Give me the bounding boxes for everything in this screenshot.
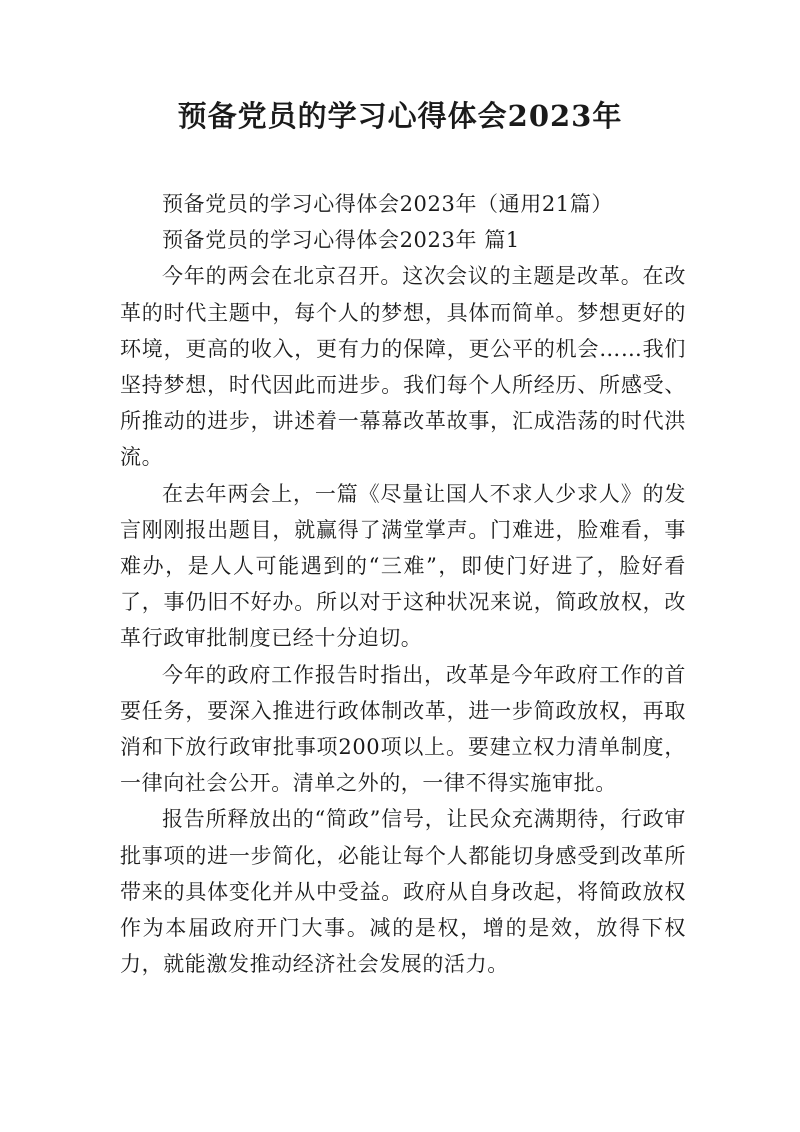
section-heading: 预备党员的学习心得体会2023年 篇1 xyxy=(162,228,520,253)
document-body xyxy=(120,186,686,982)
paragraph: 报告所释放出的“简政”信号，让民众充满期待，行政审批事项的进一步简化，必能让每个人都能切身感受到改革所带来的具体变化并从中受益。政府从自身改起，将简政放权作为本届政府开门大事。减的是权，增的是效，放得下权力，就能激发推动经济社会发展的活力。 xyxy=(120,807,686,977)
paragraph: 在去年两会上，一篇《尽量让国人不求人少求人》的发言刚刚报出题目，就赢得了满堂掌声。门难进，脸难看，事难办，是人人可能遇到的“三难”，即使门好进了，脸好看了，事仍旧不好办。所以对于这种状况来说，简政放权，改革行政审批制度已经十分迫切。 xyxy=(120,481,686,651)
paragraph: 今年的政府工作报告时指出，改革是今年政府工作的首要任务，要深入推进行政体制改革，进一步简政放权，再取消和下放行政审批事项200项以上。要建立权力清单制度，一律向社会公开。清单之外的，一律不得实施审批。 xyxy=(120,662,686,796)
subtitle: 预备党员的学习心得体会2023年（通用21篇） xyxy=(162,192,613,216)
paragraph: 今年的两会在北京召开。这次会议的主题是改革。在改革的时代主题中，每个人的梦想，具体而简单。梦想更好的环境，更高的收入，更有力的保障，更公平的机会……我们坚持梦想，时代因此而进步。我们每个人所经历、所感受、所推动的进步，讲述着一幕幕改革故事，汇成浩荡的时代洪流。 xyxy=(120,264,686,470)
document-title: 预备党员的学习心得体会2023年 xyxy=(177,99,623,133)
